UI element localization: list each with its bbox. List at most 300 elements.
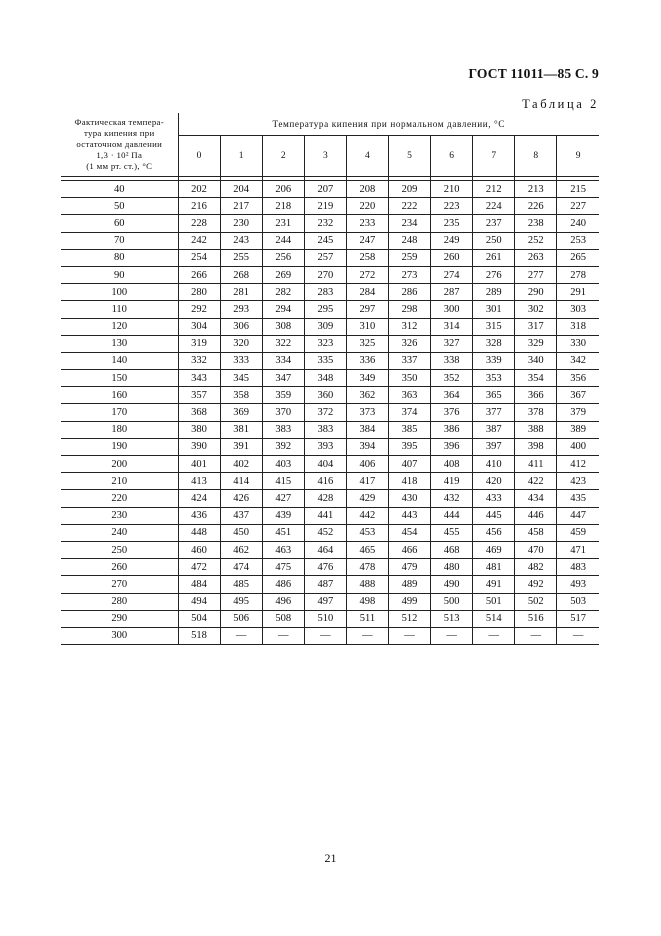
table-cell: 386 — [431, 421, 473, 438]
table-cell: 491 — [473, 576, 515, 593]
table-row — [61, 593, 599, 610]
table-cell: 462 — [220, 541, 262, 558]
table-cell: 383 — [262, 421, 304, 438]
table-cell: 356 — [557, 370, 599, 387]
table-cell: 518 — [178, 627, 220, 644]
table-cell: 235 — [431, 215, 473, 232]
table-cell: 423 — [557, 473, 599, 490]
table-cell: 365 — [473, 387, 515, 404]
table-cell: 389 — [557, 421, 599, 438]
table-row — [61, 249, 599, 266]
table-cell: 328 — [473, 335, 515, 352]
table-cell: 415 — [262, 473, 304, 490]
row-temperature: 50 — [61, 198, 178, 215]
table-cell: 202 — [178, 181, 220, 198]
table-row — [61, 318, 599, 335]
table-cell: 310 — [346, 318, 388, 335]
table-cell: 306 — [220, 318, 262, 335]
table-cell: 335 — [304, 352, 346, 369]
row-temperature: 170 — [61, 404, 178, 421]
table-cell: 465 — [346, 541, 388, 558]
row-temperature: 150 — [61, 370, 178, 387]
table-cell: 209 — [388, 181, 430, 198]
table-cell: — — [431, 627, 473, 644]
table-cell: 340 — [515, 352, 557, 369]
table-cell: 318 — [557, 318, 599, 335]
table-cell: 255 — [220, 249, 262, 266]
table-cell: 512 — [388, 610, 430, 627]
column-header: 8 — [515, 136, 557, 177]
table-cell: 290 — [515, 284, 557, 301]
table-cell: 353 — [473, 370, 515, 387]
table-cell: — — [346, 627, 388, 644]
table-cell: 227 — [557, 198, 599, 215]
table-cell: 332 — [178, 352, 220, 369]
table-cell: — — [473, 627, 515, 644]
table-cell: 487 — [304, 576, 346, 593]
table-cell: 368 — [178, 404, 220, 421]
stub-header — [61, 113, 178, 177]
table-row — [61, 215, 599, 232]
table-cell: 486 — [262, 576, 304, 593]
stub-header-line: (1 мм рт. ст.), °С — [86, 161, 153, 171]
table-cell: 339 — [473, 352, 515, 369]
table-cell: 392 — [262, 438, 304, 455]
table-cell: 428 — [304, 490, 346, 507]
table-cell: 323 — [304, 335, 346, 352]
table-cell: 348 — [304, 370, 346, 387]
table-cell: 481 — [473, 559, 515, 576]
table-cell: 417 — [346, 473, 388, 490]
table-cell: 511 — [346, 610, 388, 627]
table-cell: 284 — [346, 284, 388, 301]
table-cell: 350 — [388, 370, 430, 387]
table-cell: 495 — [220, 593, 262, 610]
table-cell: 469 — [473, 541, 515, 558]
stub-header-line: Фактическая темпера- — [74, 117, 164, 127]
table-cell: 478 — [346, 559, 388, 576]
row-temperature: 250 — [61, 541, 178, 558]
table-cell: — — [515, 627, 557, 644]
table-cell: 257 — [304, 249, 346, 266]
table-cell: 369 — [220, 404, 262, 421]
table-cell: 322 — [262, 335, 304, 352]
table-cell: 204 — [220, 181, 262, 198]
column-header: 1 — [220, 136, 262, 177]
stub-header-line: тура кипения при — [84, 128, 155, 138]
table-row — [61, 404, 599, 421]
table-row — [61, 335, 599, 352]
table-cell: 293 — [220, 301, 262, 318]
row-temperature: 190 — [61, 438, 178, 455]
table-cell: 258 — [346, 249, 388, 266]
table-cell: 249 — [431, 232, 473, 249]
table-cell: 372 — [304, 404, 346, 421]
table-cell: 326 — [388, 335, 430, 352]
table-cell: 265 — [557, 249, 599, 266]
table-row — [61, 559, 599, 576]
table-cell: 295 — [304, 301, 346, 318]
table-row — [61, 370, 599, 387]
table-cell: 253 — [557, 232, 599, 249]
table-cell: 452 — [304, 524, 346, 541]
table-cell: 238 — [515, 215, 557, 232]
table-cell: 376 — [431, 404, 473, 421]
table-cell: 234 — [388, 215, 430, 232]
row-temperature: 180 — [61, 421, 178, 438]
table-cell: 298 — [388, 301, 430, 318]
table-cell: 419 — [431, 473, 473, 490]
table-cell: 514 — [473, 610, 515, 627]
page-number: 21 — [324, 851, 337, 865]
table-cell: 233 — [346, 215, 388, 232]
table-cell: 413 — [178, 473, 220, 490]
table-row — [61, 610, 599, 627]
column-header: 7 — [473, 136, 515, 177]
table-cell: 387 — [473, 421, 515, 438]
column-header: 6 — [431, 136, 473, 177]
column-header: 2 — [262, 136, 304, 177]
table-cell: 312 — [388, 318, 430, 335]
table-cell: 472 — [178, 559, 220, 576]
table-row — [61, 576, 599, 593]
row-temperature: 90 — [61, 266, 178, 283]
table-cell: 254 — [178, 249, 220, 266]
table-cell: 435 — [557, 490, 599, 507]
table-cell: 345 — [220, 370, 262, 387]
table-row — [61, 266, 599, 283]
table-cell: 426 — [220, 490, 262, 507]
table-row — [61, 438, 599, 455]
table-cell: 475 — [262, 559, 304, 576]
table-cell: 385 — [388, 421, 430, 438]
table-row — [61, 232, 599, 249]
table-cell: 456 — [473, 524, 515, 541]
table-cell: 256 — [262, 249, 304, 266]
table-cell: 359 — [262, 387, 304, 404]
row-temperature: 290 — [61, 610, 178, 627]
table-cell: 510 — [304, 610, 346, 627]
table-cell: 228 — [178, 215, 220, 232]
table-cell: 427 — [262, 490, 304, 507]
table-cell: 380 — [178, 421, 220, 438]
table-cell: 374 — [388, 404, 430, 421]
column-header: 9 — [557, 136, 599, 177]
stub-header-line: 1,3 · 10² Па — [96, 150, 143, 160]
table-cell: 338 — [431, 352, 473, 369]
table-cell: 315 — [473, 318, 515, 335]
table-cell: 411 — [515, 456, 557, 473]
table-cell: 349 — [346, 370, 388, 387]
table-cell: 502 — [515, 593, 557, 610]
table-cell: 439 — [262, 507, 304, 524]
table-row — [61, 507, 599, 524]
table-row — [61, 490, 599, 507]
table-cell: — — [220, 627, 262, 644]
table-cell: 393 — [304, 438, 346, 455]
table-cell: 416 — [304, 473, 346, 490]
table-cell: 325 — [346, 335, 388, 352]
table-cell: 396 — [431, 438, 473, 455]
table-cell: 406 — [346, 456, 388, 473]
table-cell: 402 — [220, 456, 262, 473]
table-cell: 504 — [178, 610, 220, 627]
table-cell: 418 — [388, 473, 430, 490]
table-cell: 398 — [515, 438, 557, 455]
table-cell: 210 — [431, 181, 473, 198]
table-cell: 278 — [557, 266, 599, 283]
table-cell: 213 — [515, 181, 557, 198]
column-header: 0 — [178, 136, 220, 177]
table-cell: 289 — [473, 284, 515, 301]
table-row — [61, 627, 599, 644]
table-cell: 470 — [515, 541, 557, 558]
table-cell: 259 — [388, 249, 430, 266]
table-cell: 216 — [178, 198, 220, 215]
table-cell: 464 — [304, 541, 346, 558]
table-cell: 500 — [431, 593, 473, 610]
table-cell: 215 — [557, 181, 599, 198]
table-cell: 437 — [220, 507, 262, 524]
table-cell: 410 — [473, 456, 515, 473]
row-temperature: 210 — [61, 473, 178, 490]
table-cell: 280 — [178, 284, 220, 301]
table-cell: 434 — [515, 490, 557, 507]
table-cell: 474 — [220, 559, 262, 576]
table-caption: Таблица 2 — [522, 97, 599, 111]
table-cell: 354 — [515, 370, 557, 387]
table-cell: 483 — [557, 559, 599, 576]
column-header: 3 — [304, 136, 346, 177]
table-cell: — — [557, 627, 599, 644]
table-cell: 377 — [473, 404, 515, 421]
table-cell: 269 — [262, 266, 304, 283]
table-cell: 441 — [304, 507, 346, 524]
row-temperature: 240 — [61, 524, 178, 541]
row-temperature: 120 — [61, 318, 178, 335]
table-row — [61, 524, 599, 541]
table-cell: 303 — [557, 301, 599, 318]
table-cell: 454 — [388, 524, 430, 541]
table-cell: 501 — [473, 593, 515, 610]
table-cell: 219 — [304, 198, 346, 215]
table-cell: 206 — [262, 181, 304, 198]
table-cell: 247 — [346, 232, 388, 249]
table-cell: 404 — [304, 456, 346, 473]
table-cell: 499 — [388, 593, 430, 610]
stub-header-line: остаточном давлении — [76, 139, 163, 149]
table-cell: 401 — [178, 456, 220, 473]
row-temperature: 220 — [61, 490, 178, 507]
table-cell: 424 — [178, 490, 220, 507]
table-cell: 496 — [262, 593, 304, 610]
table-cell: 343 — [178, 370, 220, 387]
table-cell: 443 — [388, 507, 430, 524]
table-cell: 494 — [178, 593, 220, 610]
table-cell: 381 — [220, 421, 262, 438]
table-cell: 433 — [473, 490, 515, 507]
table-cell: 243 — [220, 232, 262, 249]
table-cell: 276 — [473, 266, 515, 283]
table-cell: 448 — [178, 524, 220, 541]
table-cell: 442 — [346, 507, 388, 524]
table-cell: 223 — [431, 198, 473, 215]
table-cell: — — [388, 627, 430, 644]
table-cell: 287 — [431, 284, 473, 301]
table-cell: 362 — [346, 387, 388, 404]
row-temperature: 100 — [61, 284, 178, 301]
row-temperature: 70 — [61, 232, 178, 249]
table-row — [61, 181, 599, 198]
table-cell: 357 — [178, 387, 220, 404]
table-cell: 460 — [178, 541, 220, 558]
table-cell: 492 — [515, 576, 557, 593]
table-cell: 383 — [304, 421, 346, 438]
table-cell: 379 — [557, 404, 599, 421]
table-cell: 302 — [515, 301, 557, 318]
table-cell: 252 — [515, 232, 557, 249]
table-cell: 463 — [262, 541, 304, 558]
table-cell: 342 — [557, 352, 599, 369]
table-cell: 308 — [262, 318, 304, 335]
table-cell: 330 — [557, 335, 599, 352]
group-header: Температура кипения при нормальном давлении, °С — [178, 113, 599, 136]
table-cell: 291 — [557, 284, 599, 301]
table-cell: 274 — [431, 266, 473, 283]
table-cell: 283 — [304, 284, 346, 301]
table-cell: 450 — [220, 524, 262, 541]
table-cell: 458 — [515, 524, 557, 541]
table-cell: 407 — [388, 456, 430, 473]
table-cell: 240 — [557, 215, 599, 232]
table-cell: 391 — [220, 438, 262, 455]
table-cell: 301 — [473, 301, 515, 318]
table-row — [61, 387, 599, 404]
row-temperature: 280 — [61, 593, 178, 610]
table-cell: 242 — [178, 232, 220, 249]
table-cell: 476 — [304, 559, 346, 576]
table-cell: 314 — [431, 318, 473, 335]
table-cell: 497 — [304, 593, 346, 610]
table-cell: 250 — [473, 232, 515, 249]
document-id: ГОСТ 11011—85 С. 9 — [468, 66, 599, 81]
table-cell: 453 — [346, 524, 388, 541]
table-cell: 444 — [431, 507, 473, 524]
table-row — [61, 541, 599, 558]
table-cell: 485 — [220, 576, 262, 593]
table-cell: 488 — [346, 576, 388, 593]
table-cell: 388 — [515, 421, 557, 438]
table-cell: 248 — [388, 232, 430, 249]
table-cell: 300 — [431, 301, 473, 318]
table-cell: 282 — [262, 284, 304, 301]
table-cell: 445 — [473, 507, 515, 524]
table-cell: 432 — [431, 490, 473, 507]
table-cell: 218 — [262, 198, 304, 215]
table-cell: 482 — [515, 559, 557, 576]
table-cell: 484 — [178, 576, 220, 593]
row-temperature: 200 — [61, 456, 178, 473]
table-cell: 408 — [431, 456, 473, 473]
table-cell: 516 — [515, 610, 557, 627]
table-cell: 320 — [220, 335, 262, 352]
table-cell: 397 — [473, 438, 515, 455]
table-cell: 517 — [557, 610, 599, 627]
boiling-point-table — [61, 113, 599, 645]
column-header: 4 — [346, 136, 388, 177]
table-cell: 208 — [346, 181, 388, 198]
table-cell: 436 — [178, 507, 220, 524]
table-cell: 471 — [557, 541, 599, 558]
table-cell: 490 — [431, 576, 473, 593]
table-cell: 513 — [431, 610, 473, 627]
table-cell: 451 — [262, 524, 304, 541]
table-cell: 403 — [262, 456, 304, 473]
table-cell: 222 — [388, 198, 430, 215]
table-cell: 400 — [557, 438, 599, 455]
table-cell: 309 — [304, 318, 346, 335]
table-cell: — — [262, 627, 304, 644]
table-row — [61, 456, 599, 473]
table-cell: 244 — [262, 232, 304, 249]
table-cell: 230 — [220, 215, 262, 232]
row-temperature: 40 — [61, 181, 178, 198]
table-cell: 297 — [346, 301, 388, 318]
table-cell: 273 — [388, 266, 430, 283]
table-cell: 447 — [557, 507, 599, 524]
table-cell: 292 — [178, 301, 220, 318]
table-cell: 270 — [304, 266, 346, 283]
table-cell: 272 — [346, 266, 388, 283]
table-cell: 360 — [304, 387, 346, 404]
table-cell: 347 — [262, 370, 304, 387]
table-cell: 220 — [346, 198, 388, 215]
table-cell: 358 — [220, 387, 262, 404]
table-cell: 503 — [557, 593, 599, 610]
table-cell: 498 — [346, 593, 388, 610]
table-cell: 390 — [178, 438, 220, 455]
table-cell: 412 — [557, 456, 599, 473]
row-temperature: 140 — [61, 352, 178, 369]
table-cell: 489 — [388, 576, 430, 593]
table-cell: 420 — [473, 473, 515, 490]
table-cell: 237 — [473, 215, 515, 232]
table-cell: 268 — [220, 266, 262, 283]
table-cell: 319 — [178, 335, 220, 352]
table-cell: 430 — [388, 490, 430, 507]
table-cell: 480 — [431, 559, 473, 576]
table-row — [61, 284, 599, 301]
table-cell: 281 — [220, 284, 262, 301]
table-row — [61, 473, 599, 490]
table-cell: 363 — [388, 387, 430, 404]
table-cell: — — [304, 627, 346, 644]
table-cell: 207 — [304, 181, 346, 198]
row-temperature: 130 — [61, 335, 178, 352]
table-cell: 414 — [220, 473, 262, 490]
table-cell: 226 — [515, 198, 557, 215]
table-cell: 304 — [178, 318, 220, 335]
row-temperature: 80 — [61, 249, 178, 266]
table-cell: 466 — [388, 541, 430, 558]
table-cell: 468 — [431, 541, 473, 558]
table-cell: 366 — [515, 387, 557, 404]
table-cell: 336 — [346, 352, 388, 369]
table-cell: 455 — [431, 524, 473, 541]
row-temperature: 230 — [61, 507, 178, 524]
table-cell: 394 — [346, 438, 388, 455]
row-temperature: 160 — [61, 387, 178, 404]
